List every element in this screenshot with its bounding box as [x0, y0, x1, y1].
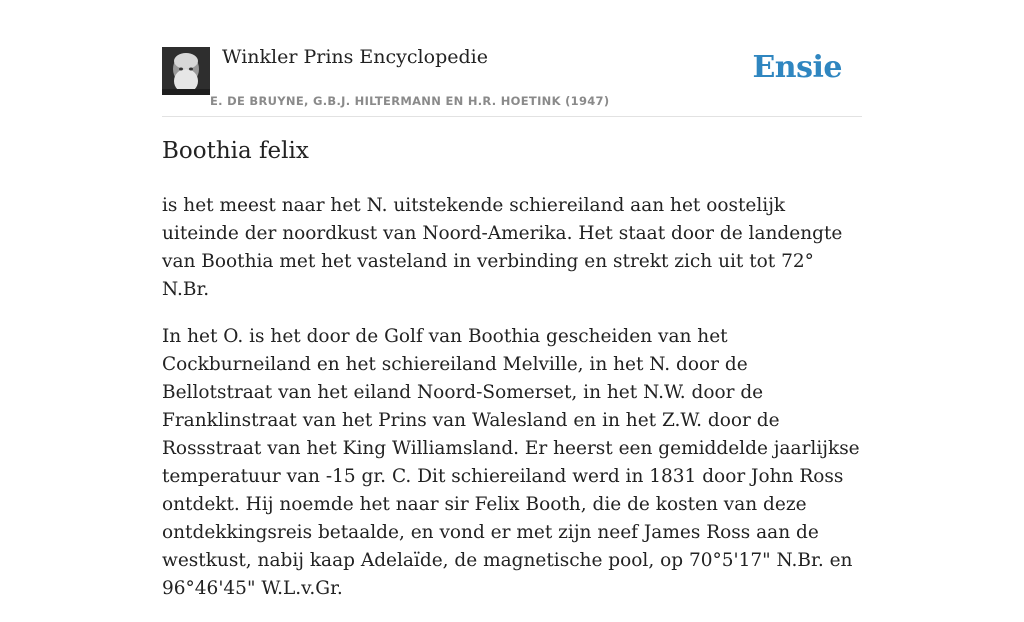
- page-container: [162, 0, 862, 599]
- authors-line: E. DE BRUYNE, G.B.J. HILTERMANN EN H.R. HOETINK (1947): [210, 94, 610, 108]
- author-avatar[interactable]: [162, 47, 210, 95]
- article-title: Boothia felix: [162, 138, 309, 164]
- ensie-logo-link[interactable]: Ensie: [752, 50, 842, 85]
- header: [162, 0, 862, 117]
- article-body: [162, 192, 862, 622]
- encyclopedia-title[interactable]: Winkler Prins Encyclopedie: [222, 46, 488, 68]
- article-paragraph: In het O. is het door de Golf van Boothia gescheiden van het Cockburneiland en het schiereiland Melville, in het N. door de Bellotstraat van het eiland Noord-Somerset, in het N.W. door de Franklinstraat van het Prins van Walesland en in het Z.W. door de Rossstraat van het King Williamsland. Er heerst een gemiddelde jaarlijkse temperatuur van -15 gr. C. Dit schiereiland werd in 1831 door John Ross ontdekt. Hij noemde het naar sir Felix Booth, die de kosten van deze ontdekkingsreis betaalde, en vond er met zijn neef James Ross aan de westkust, nabij kaap Adelaïde, de magnetische pool, op 70°5'17" N.Br. en 96°46'45" W.L.v.Gr.: [162, 326, 860, 599]
- portrait-image: [162, 47, 210, 95]
- article-paragraph: is het meest naar het N. uitstekende schiereiland aan het oostelijk uiteinde der noordkust van Noord-Amerika. Het staat door de landengte van Boothia met het vasteland in verbinding en strekt zich uit tot 72° N.Br.: [162, 195, 843, 300]
